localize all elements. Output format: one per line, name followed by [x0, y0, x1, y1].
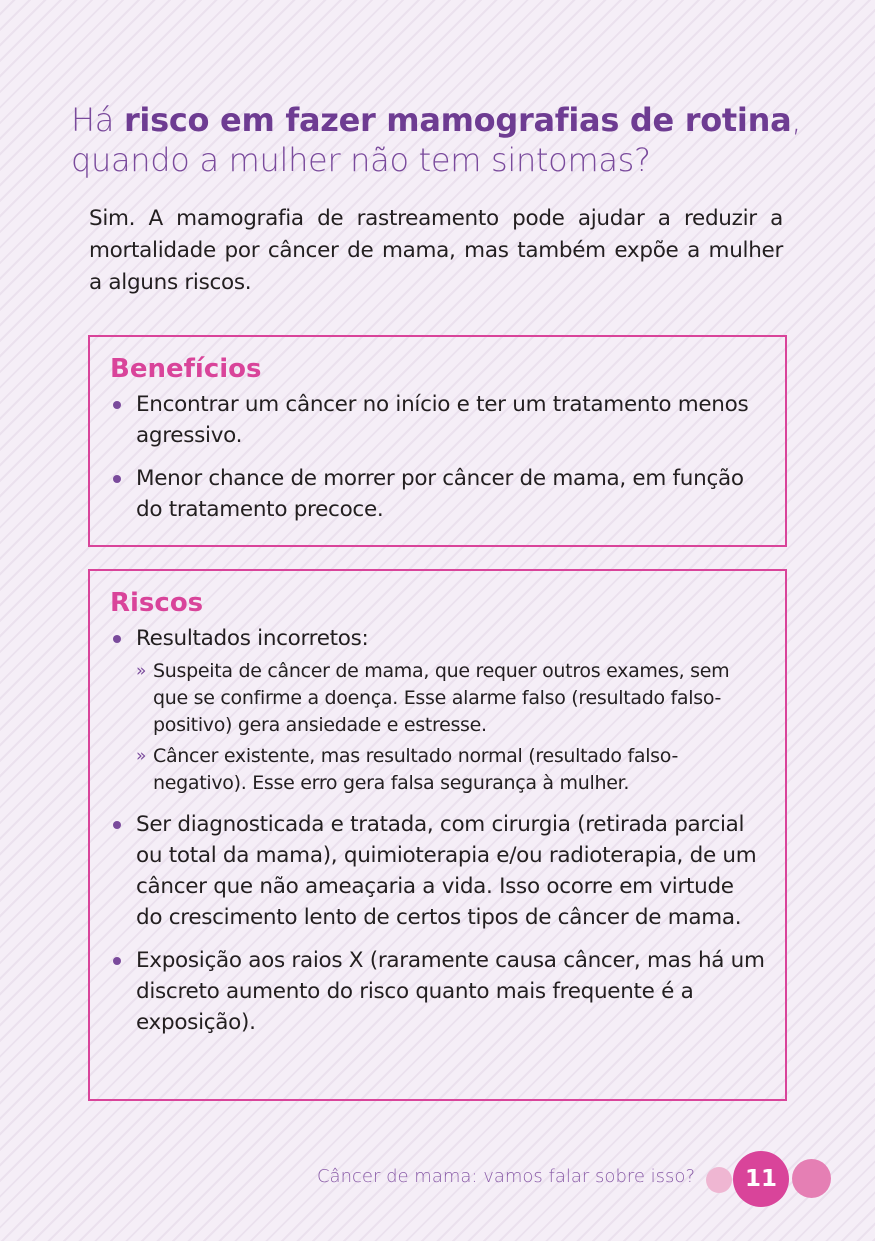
- decorative-dot: [706, 1167, 732, 1193]
- decorative-dot: [792, 1159, 831, 1198]
- title-line2: quando a mulher não tem sintomas?: [71, 141, 651, 179]
- list-item: [110, 623, 765, 797]
- page-number: 11: [733, 1151, 789, 1207]
- list-item: Encontrar um câncer no início e ter um tratamento menos agressivo.: [110, 389, 765, 451]
- list-item: Exposição aos raios X (raramente causa câncer, mas há um discreto aumento do risco quanto mais frequente é a exposição).: [110, 945, 765, 1038]
- list-item: Ser diagnosticada e tratada, com cirurgia (retirada parcial ou total da mama), quimioterapia e/ou radioterapia, de um câncer que não ameaçaria a vida. Isso ocorre em virtude do crescimento lento de certos tipos de câncer de mama.: [110, 809, 765, 933]
- risks-box: [88, 569, 787, 1101]
- title-post: ,: [791, 101, 802, 139]
- footer-title: Câncer de mama: vamos falar sobre isso?: [316, 1166, 695, 1187]
- sub-list-item: » Suspeita de câncer de mama, que requer outros exames, sem que se confirme a doença. Esse alarme falso (resultado falso-positivo) gera ansiedade e estresse.: [136, 658, 765, 739]
- page-title: [71, 100, 831, 180]
- risks-heading: Riscos: [110, 588, 204, 618]
- title-pre: Há: [71, 101, 124, 139]
- title-bold: risco em fazer mamografias de rotina: [123, 101, 792, 139]
- sub-list-item: » Câncer existente, mas resultado normal (resultado falso-negativo). Esse erro gera falsa segurança à mulher.: [136, 743, 765, 797]
- benefits-heading: Benefícios: [110, 354, 262, 384]
- intro-paragraph: Sim. A mamografia de rastreamento pode ajudar a reduzir a mortalidade por câncer de mama, mas também expõe a mulher a alguns riscos.: [89, 206, 783, 295]
- list-item: Menor chance de morrer por câncer de mama, em função do tratamento precoce.: [110, 463, 765, 525]
- list-item-text: Resultados incorretos:: [136, 626, 369, 651]
- benefits-box: [88, 335, 787, 547]
